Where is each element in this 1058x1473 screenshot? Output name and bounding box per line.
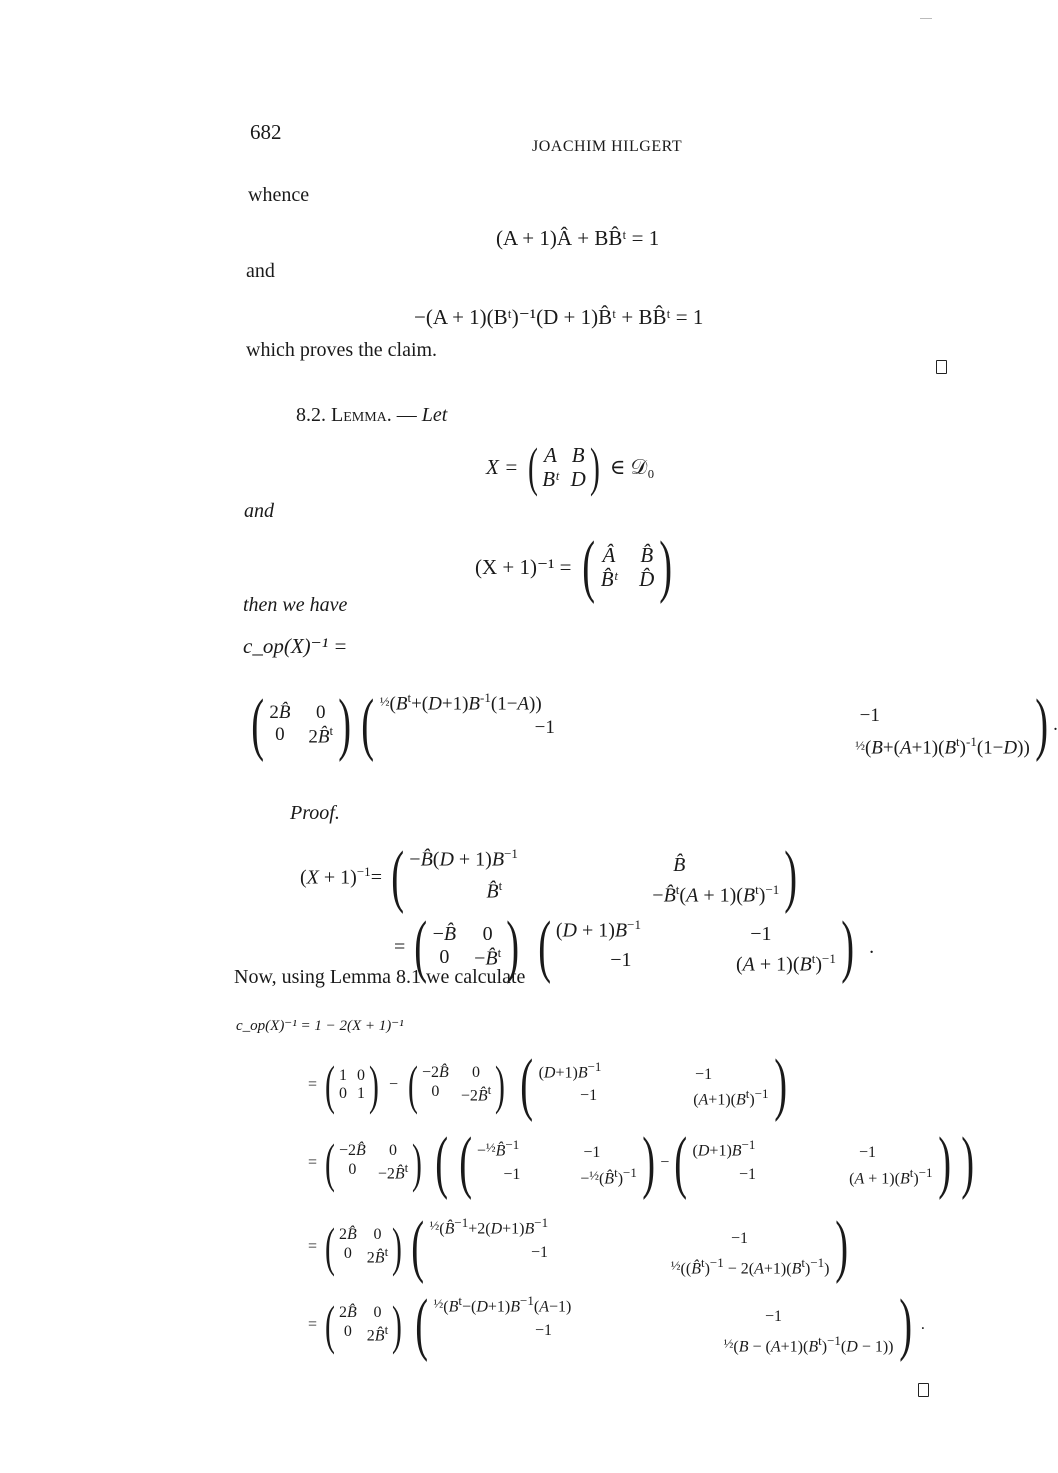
lemma-label: 8.2. Lemma. — xyxy=(296,404,417,426)
text-which-proves: which proves the claim. xyxy=(246,339,438,361)
qed-box-2 xyxy=(918,1383,929,1397)
lemma-heading xyxy=(296,404,447,427)
x-matrix-a: A xyxy=(544,442,557,467)
equation-1: (A + 1)Â + BB̂ᵗ = 1 xyxy=(496,226,660,250)
text-then-we-have: then we have xyxy=(243,594,348,616)
cop-lhs: c_op(X)⁻¹ = xyxy=(243,634,348,658)
calc-line-5: = ( 2B̂ 0 0 2B̂$^t$ ) ( $^{\frac{1}{2}}(B^t-(D+1)B^{-1}(A-1)$ −1 −1 $^{\frac{1}{2}}(B - (A+1)(B^t)^{-1}(D - 1))$ ) . xyxy=(308,1286,925,1363)
calc2-right: ( $(D+1)B^{-1}$ −1 −1 $(A+1)(B^t)^{-1}$ ) xyxy=(520,1046,787,1123)
page-number: 682 xyxy=(250,120,282,144)
calc-line-3: = ( −2B̂ 0 0 −2B̂$^t$ ) ( ( −$^{\frac{1}{2}}$B̂$^{-1}$ −1 −1 −$^{\frac{1}{2}}$(B̂$^t$)$^{-1}$ ) − ( $(D+1)B^{-1}$ −1 −1 $(A + 1)(B^t)^{-1}$ ) ) xyxy=(308,1124,974,1201)
proof-line-2: = ( −B̂ 0 0 −B̂$^t$ ) ( $(D + 1)B^{-1}$ −1 −1 $(A + 1)(B^t)^{-1}$ ) . xyxy=(394,908,875,985)
x-matrix-bt: Bᵗ xyxy=(542,467,559,491)
inv-matrix: ( Â B̂ B̂ᵗ D̂ ) xyxy=(582,528,673,605)
inv-matrix-ahat: Â xyxy=(602,542,616,567)
proof-label: Proof. xyxy=(290,802,340,824)
proof-matrix-2: ( $(D + 1)B^{-1}$ −1 −1 $(A + 1)(B^t)^{-1}$ ) . xyxy=(537,908,875,985)
calc5-diag: ( 2B̂ 0 0 2B̂$^t$ ) xyxy=(325,1295,403,1355)
scan-mark xyxy=(920,18,932,19)
x-def-lhs: X = xyxy=(486,454,519,479)
calc4-diag: ( 2B̂ 0 0 2B̂$^t$ ) xyxy=(325,1217,403,1277)
calc4-right: ( $^{\frac{1}{2}}(B̂^{-1}+2(D+1)B^{-1}$ −1 −1 $^{\frac{1}{2}}$((B̂$^t$)$^{-1}$ − $2(A+1)(B^t)^{-1}$) ) xyxy=(411,1208,848,1285)
proof-diag-matrix: ( −B̂ 0 0 −B̂$^t$ ) xyxy=(414,908,520,985)
calc3-diag: ( −2B̂ 0 0 −2B̂$^t$ ) xyxy=(325,1133,423,1193)
inv-matrix-bhat: B̂ xyxy=(640,542,654,567)
cop-result xyxy=(246,686,1058,763)
text-and-2: and xyxy=(244,500,274,522)
calc5-right: ( $^{\frac{1}{2}}(B^t-(D+1)B^{-1}(A-1)$ −1 −1 $^{\frac{1}{2}}(B - (A+1)(B^t)^{-1}(D - 1))$ ) . xyxy=(415,1286,925,1363)
text-now-using: Now, using Lemma 8.1 we calculate xyxy=(234,966,526,988)
calc-line-2: = ( 1 0 0 1 ) − ( −2B̂ 0 0 −2B̂$^t$ ) ( $(D+1)B^{-1}$ −1 −1 $(A+1)(B^t)^{-1}$ ) xyxy=(308,1050,792,1120)
calc-line-4: = ( 2B̂ 0 0 2B̂$^t$ ) ( $^{\frac{1}{2}}(B̂^{-1}+2(D+1)B^{-1}$ −1 −1 $^{\frac{1}{2}}$((B̂$^t$)$^{-1}$ − $2(A+1)(B^t)^{-1}$) ) xyxy=(308,1212,853,1282)
inv-lhs: (X + 1)⁻¹ = xyxy=(475,554,572,579)
x-matrix-b: B xyxy=(571,442,585,467)
text-whence: whence xyxy=(248,184,310,206)
proof-matrix-1: ( −B̂(D + $1)B^{-1}$ B̂ B̂$^t$ −B̂$^t$(A + $1)(B^t)^{-1}$ ) xyxy=(391,838,798,915)
calc2-diag: ( −2B̂ 0 0 −2B̂$^t$ ) xyxy=(408,1055,506,1115)
cop-diag-matrix: ( 2B̂ 0 0 2B̂$^t$ ) xyxy=(251,686,352,763)
x-def-rhs: ∈ 𝒟₀ xyxy=(609,454,655,479)
calc3-first: ( −$^{\frac{1}{2}}$B̂$^{-1}$ −1 −1 −$^{\frac{1}{2}}$(B̂$^t$)$^{-1}$ ) xyxy=(458,1124,655,1201)
lemma-let: Let xyxy=(421,404,448,426)
x-definition xyxy=(486,437,655,497)
inverse-definition xyxy=(475,528,678,605)
running-head: JOACHIM HILGERT xyxy=(532,138,683,155)
cop-right-matrix: ( $^{\frac{1}{2}}(B^t+(D+1)B^{-1}(1-A))$ −1 −1 $^{\frac{1}{2}}(B+(A+1)(B^t)^{-1}(1-D))$ ) . xyxy=(361,686,1058,763)
x-matrix: ( A B Bᵗ D ) xyxy=(528,437,600,497)
calc-line-1: c_op(X)⁻¹ = 1 − 2(X + 1)⁻¹ xyxy=(236,1018,404,1034)
inv-matrix-bhat-t: B̂ᵗ xyxy=(600,567,618,591)
text-and-1: and xyxy=(246,260,275,282)
equation-2: −(A + 1)(Bᵗ)⁻¹(D + 1)B̂ᵗ + BB̂ᵗ = 1 xyxy=(414,305,704,329)
x-matrix-d: D xyxy=(570,467,586,491)
qed-box-1 xyxy=(936,360,947,374)
calc3-second: ( $(D+1)B^{-1}$ −1 −1 $(A + 1)(B^t)^{-1}$ ) xyxy=(674,1124,951,1201)
proof-line-1: $(X + 1)^{-1}=$ ( −B̂(D + $1)B^{-1}$ B̂ B̂$^t$ −B̂$^t$(A + $1)(B^t)^{-1}$ ) xyxy=(300,842,803,912)
inv-matrix-dhat: D̂ xyxy=(639,567,655,591)
calc2-identity: ( 1 0 0 1 ) xyxy=(325,1055,379,1115)
